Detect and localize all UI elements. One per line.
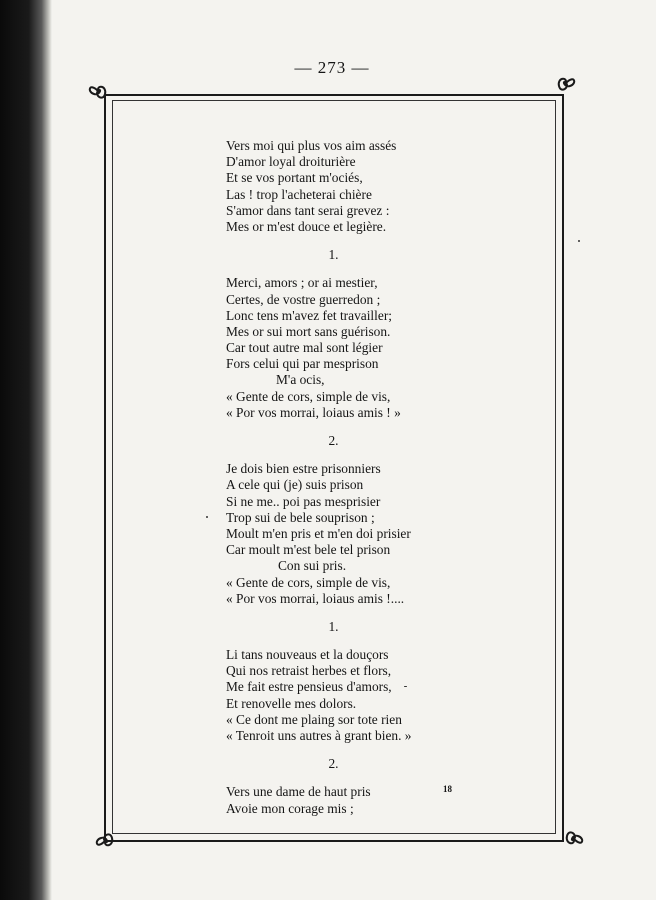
corner-ornament-top-left-icon [85, 78, 111, 104]
poem-line: Si ne me.. poi pas mesprisier [226, 493, 381, 509]
poem-line: D'amor loyal droiturière [226, 154, 356, 170]
poem-text [226, 138, 476, 817]
page-number: — 273 — [294, 58, 370, 77]
poem-line: « Por vos morrai, loiaus amis !.... [226, 590, 405, 606]
stanza [226, 647, 476, 744]
poem-line: Me fait estre pensieus d'amors, [226, 679, 392, 695]
stanza-number: 1. [328, 618, 339, 634]
poem-line: Merci, amors ; or ai mestier, [226, 275, 378, 291]
stanza [226, 784, 476, 816]
paper-speck [206, 516, 208, 518]
paper-speck [404, 686, 407, 687]
poem-line: Mes or sui mort sans guérison. [226, 323, 391, 339]
poem-line: « Ce dont me plaing sor tote rien [226, 711, 402, 727]
poem-line: Moult m'en pris et m'en doi prisier [226, 525, 411, 541]
poem-line: « Gente de cors, simple de vis, [226, 574, 391, 590]
poem-line: Car tout autre mal sont légier [226, 340, 383, 356]
book-spine-shadow [0, 0, 52, 900]
poem-line: S'amor dans tant serai grevez : [226, 202, 390, 218]
poem-line: Certes, de vostre guerredon ; [226, 291, 381, 307]
paper-speck [578, 240, 580, 242]
poem-line: Las ! trop l'acheterai chière [226, 186, 372, 202]
corner-ornament-bottom-right-icon [561, 826, 587, 852]
corner-ornament-top-right-icon [553, 70, 579, 96]
stanza [226, 461, 476, 607]
stanza-number: 1. [328, 247, 339, 263]
poem-intro [226, 138, 476, 235]
poem-line: A cele qui (je) suis prison [226, 477, 364, 493]
poem-line: Vers moi qui plus vos aim assés [226, 138, 397, 153]
poem-line: Et renovelle mes dolors. [226, 695, 357, 711]
printer-signature-mark: 18 [443, 784, 452, 794]
stanza-number: 2. [328, 756, 339, 772]
poem-line: M'a ocis, [276, 372, 325, 388]
poem-line: Trop sui de bele souprison ; [226, 509, 375, 525]
stanza-number: 2. [328, 433, 339, 448]
poem-line: Li tans nouveaus et la douçors [226, 647, 389, 663]
corner-ornament-bottom-left-icon [92, 828, 118, 854]
poem-line: Mes or m'est douce et legière. [226, 218, 387, 234]
poem-line: Vers une dame de haut pris [226, 784, 371, 800]
poem-line: Je dois bien estre prisonniers [226, 461, 381, 477]
stanza [226, 275, 476, 421]
poem-line: Fors celui qui par mesprison [226, 356, 379, 372]
poem-line: « Gente de cors, simple de vis, [226, 388, 391, 404]
poem-line: Con sui pris. [278, 558, 347, 574]
poem-line: Qui nos retraist herbes et flors, [226, 663, 392, 679]
poem-line: « Tenroit uns autres à grant bien. » [226, 728, 412, 743]
poem-line: Et se vos portant m'ociés, [226, 170, 363, 186]
poem-line: Avoie mon corage mis ; [226, 800, 354, 816]
poem-line: Lonc tens m'avez fet travailler; [226, 307, 392, 323]
poem-line: « Por vos morrai, loiaus amis ! » [226, 404, 401, 420]
poem-line: Car moult m'est bele tel prison [226, 542, 391, 558]
